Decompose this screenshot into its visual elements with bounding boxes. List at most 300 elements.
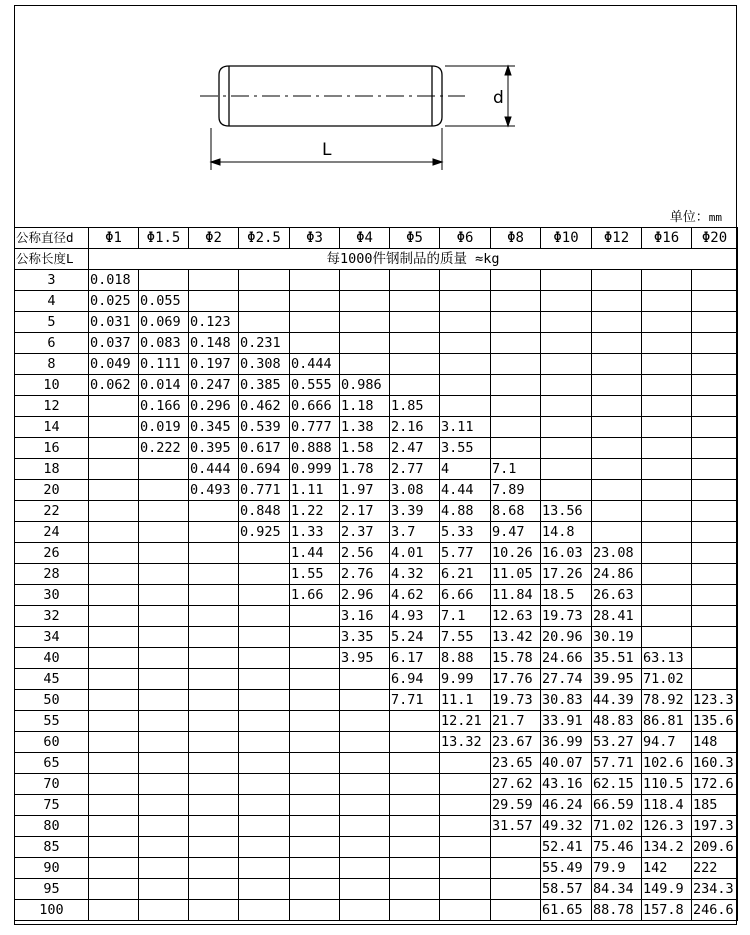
mass-cell: 7.1 [491,459,541,480]
diameter-header-cell: Φ8 [491,228,541,249]
table-row [15,585,738,606]
table-row [15,795,738,816]
header-diameter-row [15,228,738,249]
table-row [15,879,738,900]
mass-cell: 0.197 [189,354,239,375]
mass-cell [290,837,340,858]
mass-cell: 84.34 [592,879,642,900]
length-cell: 24 [15,522,89,543]
mass-cell: 0.999 [290,459,340,480]
unit-note [670,206,722,225]
mass-cell: 9.47 [491,522,541,543]
mass-cell: 1.66 [290,585,340,606]
mass-cell: 7.1 [440,606,491,627]
mass-cell [239,606,290,627]
mass-cell: 0.848 [239,501,290,522]
mass-cell: 0.385 [239,375,290,396]
diameter-arrow-top [505,66,511,75]
mass-cell [642,627,692,648]
mass-cell [139,501,189,522]
mass-cell: 66.59 [592,795,642,816]
mass-cell: 0.777 [290,417,340,438]
mass-cell [592,354,642,375]
mass-cell: 0.055 [139,291,189,312]
mass-cell [89,816,139,837]
mass-cell [592,501,642,522]
mass-cell: 23.65 [491,753,541,774]
mass-cell [239,816,290,837]
mass-cell [189,690,239,711]
mass-cell: 2.16 [390,417,440,438]
mass-cell: 0.031 [89,312,139,333]
mass-cell: 6.94 [390,669,440,690]
mass-cell: 102.6 [642,753,692,774]
mass-cell [290,732,340,753]
length-header-label: 公称长度L [15,249,89,270]
mass-cell [440,396,491,417]
diameter-header-cell: Φ2 [189,228,239,249]
table-row [15,774,738,795]
table-row [15,354,738,375]
mass-cell [692,606,738,627]
mass-cell: 1.44 [290,543,340,564]
mass-cell [642,375,692,396]
table-row [15,606,738,627]
table-row [15,396,738,417]
mass-cell [189,543,239,564]
mass-cell: 75.46 [592,837,642,858]
mass-cell [541,333,592,354]
table-row [15,375,738,396]
mass-cell [491,837,541,858]
mass-cell: 1.58 [340,438,390,459]
mass-cell [290,291,340,312]
mass-cell [89,438,139,459]
mass-cell [290,627,340,648]
mass-cell: 2.76 [340,564,390,585]
mass-cell [340,858,390,879]
length-cell: 40 [15,648,89,669]
mass-cell: 48.83 [592,711,642,732]
mass-cell: 5.77 [440,543,491,564]
mass-cell [139,606,189,627]
mass-cell [290,900,340,921]
mass-cell: 246.6 [692,900,738,921]
table-row [15,690,738,711]
mass-cell: 0.231 [239,333,290,354]
mass-cell: 6.66 [440,585,491,606]
mass-cell: 142 [642,858,692,879]
mass-cell: 0.049 [89,354,139,375]
mass-cell: 21.7 [491,711,541,732]
length-cell: 28 [15,564,89,585]
mass-cell: 17.26 [541,564,592,585]
mass-cell: 58.57 [541,879,592,900]
mass-cell [139,543,189,564]
mass-cell [89,711,139,732]
mass-cell: 7.71 [390,690,440,711]
mass-cell: 62.15 [592,774,642,795]
mass-cell [239,669,290,690]
mass-cell [692,522,738,543]
mass-cell [541,396,592,417]
mass-cell: 148 [692,732,738,753]
diameter-header-cell: Φ12 [592,228,642,249]
mass-cell [592,417,642,438]
mass-cell [89,459,139,480]
mass-cell [491,879,541,900]
table-row [15,816,738,837]
length-cell: 75 [15,795,89,816]
mass-cell [390,732,440,753]
length-cell: 22 [15,501,89,522]
mass-cell [340,711,390,732]
mass-cell [692,564,738,585]
mass-cell [340,291,390,312]
mass-cell: 19.73 [541,606,592,627]
mass-cell: 2.17 [340,501,390,522]
mass-cell [692,585,738,606]
mass-cell: 3.95 [340,648,390,669]
mass-cell [239,753,290,774]
mass-cell [239,291,290,312]
mass-cell [239,270,290,291]
mass-cell [139,690,189,711]
mass-cell [139,648,189,669]
mass-cell [189,648,239,669]
mass-cell: 0.123 [189,312,239,333]
mass-cell [592,480,642,501]
mass-cell [440,816,491,837]
mass-cell [390,774,440,795]
mass-cell [239,627,290,648]
mass-cell [692,459,738,480]
length-cell: 50 [15,690,89,711]
mass-cell: 0.666 [290,396,340,417]
length-cell: 100 [15,900,89,921]
mass-cell [189,606,239,627]
mass-cell [491,858,541,879]
diameter-header-cell: Φ6 [440,228,491,249]
mass-cell [89,732,139,753]
mass-cell [491,312,541,333]
mass-cell [592,312,642,333]
mass-cell: 0.694 [239,459,290,480]
length-cell: 90 [15,858,89,879]
mass-cell [692,312,738,333]
diameter-label: d [493,88,504,108]
mass-cell: 3.11 [440,417,491,438]
mass-cell: 0.019 [139,417,189,438]
mass-cell [692,375,738,396]
diameter-header-cell: Φ4 [340,228,390,249]
mass-cell [440,774,491,795]
mass-cell: 149.9 [642,879,692,900]
mass-cell: 0.555 [290,375,340,396]
mass-cell [290,753,340,774]
mass-cell [642,501,692,522]
mass-cell: 0.925 [239,522,290,543]
mass-cell [139,711,189,732]
length-cell: 80 [15,816,89,837]
mass-cell: 110.5 [642,774,692,795]
mass-cell [139,627,189,648]
mass-cell: 9.99 [440,669,491,690]
table-row [15,648,738,669]
mass-cell: 13.42 [491,627,541,648]
mass-cell: 46.24 [541,795,592,816]
mass-cell [89,480,139,501]
mass-cell [189,858,239,879]
mass-cell: 86.81 [642,711,692,732]
mass-cell [89,501,139,522]
mass-cell: 2.37 [340,522,390,543]
mass-cell [290,858,340,879]
mass-cell: 4.32 [390,564,440,585]
mass-cell [692,438,738,459]
mass-cell [592,270,642,291]
mass-cell [139,795,189,816]
mass-cell [390,837,440,858]
mass-cell: 8.88 [440,648,491,669]
mass-cell: 20.96 [541,627,592,648]
diameter-header-cell: Φ1.5 [139,228,189,249]
mass-cell: 94.7 [642,732,692,753]
mass-cell [89,543,139,564]
mass-cell: 30.19 [592,627,642,648]
mass-cell [642,396,692,417]
mass-cell: 0.493 [189,480,239,501]
mass-cell: 18.5 [541,585,592,606]
mass-cell: 44.39 [592,690,642,711]
mass-cell [642,333,692,354]
mass-cell: 71.02 [592,816,642,837]
mass-cell [541,438,592,459]
mass-cell: 4.01 [390,543,440,564]
mass-cell: 3.35 [340,627,390,648]
table-row [15,837,738,858]
mass-cell: 3.39 [390,501,440,522]
mass-cell [692,270,738,291]
mass-cell: 160.3 [692,753,738,774]
mass-cell: 1.38 [340,417,390,438]
mass-cell [491,354,541,375]
mass-cell [139,816,189,837]
unit-prefix: 单位： [669,210,709,225]
mass-cell [89,627,139,648]
mass-cell [189,774,239,795]
mass-cell [239,858,290,879]
table-row [15,627,738,648]
mass-cell [340,312,390,333]
mass-cell [491,438,541,459]
mass-cell: 126.3 [642,816,692,837]
mass-cell: 63.13 [642,648,692,669]
mass-cell [642,606,692,627]
mass-cell [692,396,738,417]
mass-cell: 0.083 [139,333,189,354]
length-cell: 45 [15,669,89,690]
mass-cell [189,585,239,606]
header-length-row [15,249,738,270]
mass-cell: 135.6 [692,711,738,732]
length-cell: 85 [15,837,89,858]
diameter-header-cell: Φ16 [642,228,692,249]
table-row [15,522,738,543]
mass-cell [189,711,239,732]
mass-cell: 0.247 [189,375,239,396]
mass-cell [89,837,139,858]
mass-cell [541,270,592,291]
mass-cell: 1.85 [390,396,440,417]
length-cell: 16 [15,438,89,459]
mass-cell [189,879,239,900]
mass-cell [189,501,239,522]
mass-cell [592,459,642,480]
length-cell: 12 [15,396,89,417]
mass-cell [692,543,738,564]
mass-cell: 4.44 [440,480,491,501]
mass-cell: 6.21 [440,564,491,585]
table-row [15,543,738,564]
diameter-header-cell: Φ2.5 [239,228,290,249]
mass-cell [89,417,139,438]
mass-cell [541,417,592,438]
mass-cell [290,270,340,291]
mass-cell: 209.6 [692,837,738,858]
mass-cell: 0.111 [139,354,189,375]
mass-cell [139,270,189,291]
mass-cell: 0.888 [290,438,340,459]
mass-cell [89,774,139,795]
mass-cell: 172.6 [692,774,738,795]
mass-cell [692,501,738,522]
mass-cell [89,900,139,921]
diameter-header-cell: Φ1 [89,228,139,249]
length-arrow-right [433,159,442,165]
length-cell: 65 [15,753,89,774]
mass-cell: 134.2 [642,837,692,858]
mass-cell [290,816,340,837]
mass-cell: 2.77 [390,459,440,480]
mass-cell: 1.11 [290,480,340,501]
mass-cell: 2.96 [340,585,390,606]
mass-cell: 1.18 [340,396,390,417]
mass-cell [390,858,440,879]
mass-cell [642,312,692,333]
mass-cell [239,774,290,795]
mass-cell: 12.21 [440,711,491,732]
mass-cell: 13.32 [440,732,491,753]
mass-cell [340,837,390,858]
mass-cell: 0.771 [239,480,290,501]
mass-cell [89,795,139,816]
mass-cell [290,312,340,333]
mass-cell [592,438,642,459]
mass-cell [139,522,189,543]
mass-cell: 118.4 [642,795,692,816]
mass-cell: 26.63 [592,585,642,606]
mass-cell: 0.462 [239,396,290,417]
mass-cell: 0.395 [189,438,239,459]
mass-cell: 0.166 [139,396,189,417]
mass-cell [340,354,390,375]
unit-value: mm [708,211,722,224]
mass-cell: 31.57 [491,816,541,837]
mass-cell: 24.66 [541,648,592,669]
length-cell: 32 [15,606,89,627]
mass-cell: 185 [692,795,738,816]
mass-cell: 12.63 [491,606,541,627]
mass-cell [390,375,440,396]
mass-cell [290,711,340,732]
table-row [15,291,738,312]
length-cell: 14 [15,417,89,438]
mass-cell [89,648,139,669]
mass-cell [340,900,390,921]
table-row [15,732,738,753]
diameter-header-label: 公称直径d [15,228,89,249]
mass-cell [340,774,390,795]
mass-cell [440,900,491,921]
mass-cell [692,480,738,501]
length-cell: 55 [15,711,89,732]
length-cell: 26 [15,543,89,564]
length-cell: 10 [15,375,89,396]
mass-cell: 19.73 [491,690,541,711]
mass-cell [642,564,692,585]
length-cell: 20 [15,480,89,501]
diameter-header-cell: Φ3 [290,228,340,249]
mass-cell [139,459,189,480]
mass-cell [239,837,290,858]
mass-cell: 16.03 [541,543,592,564]
mass-cell: 1.22 [290,501,340,522]
mass-cell: 4.93 [390,606,440,627]
mass-cell: 43.16 [541,774,592,795]
mass-cell [290,648,340,669]
mass-cell [239,648,290,669]
mass-table [14,227,738,921]
mass-cell [440,753,491,774]
mass-cell [491,396,541,417]
mass-cell [290,795,340,816]
mass-cell [592,291,642,312]
mass-cell [89,669,139,690]
length-cell: 60 [15,732,89,753]
mass-cell [692,417,738,438]
mass-cell: 3.55 [440,438,491,459]
mass-cell [390,354,440,375]
mass-cell: 79.9 [592,858,642,879]
mass-cell [239,795,290,816]
mass-cell [139,480,189,501]
table-row [15,900,738,921]
mass-cell [189,837,239,858]
table-row [15,312,738,333]
mass-cell [440,837,491,858]
mass-cell [239,711,290,732]
mass-cell: 53.27 [592,732,642,753]
mass-caption: 每1000件钢制品的质量 ≈kg [89,249,738,270]
mass-cell [189,564,239,585]
table-row [15,417,738,438]
mass-cell [692,354,738,375]
mass-cell [592,522,642,543]
mass-cell [440,375,491,396]
mass-cell [290,690,340,711]
mass-cell: 23.08 [592,543,642,564]
